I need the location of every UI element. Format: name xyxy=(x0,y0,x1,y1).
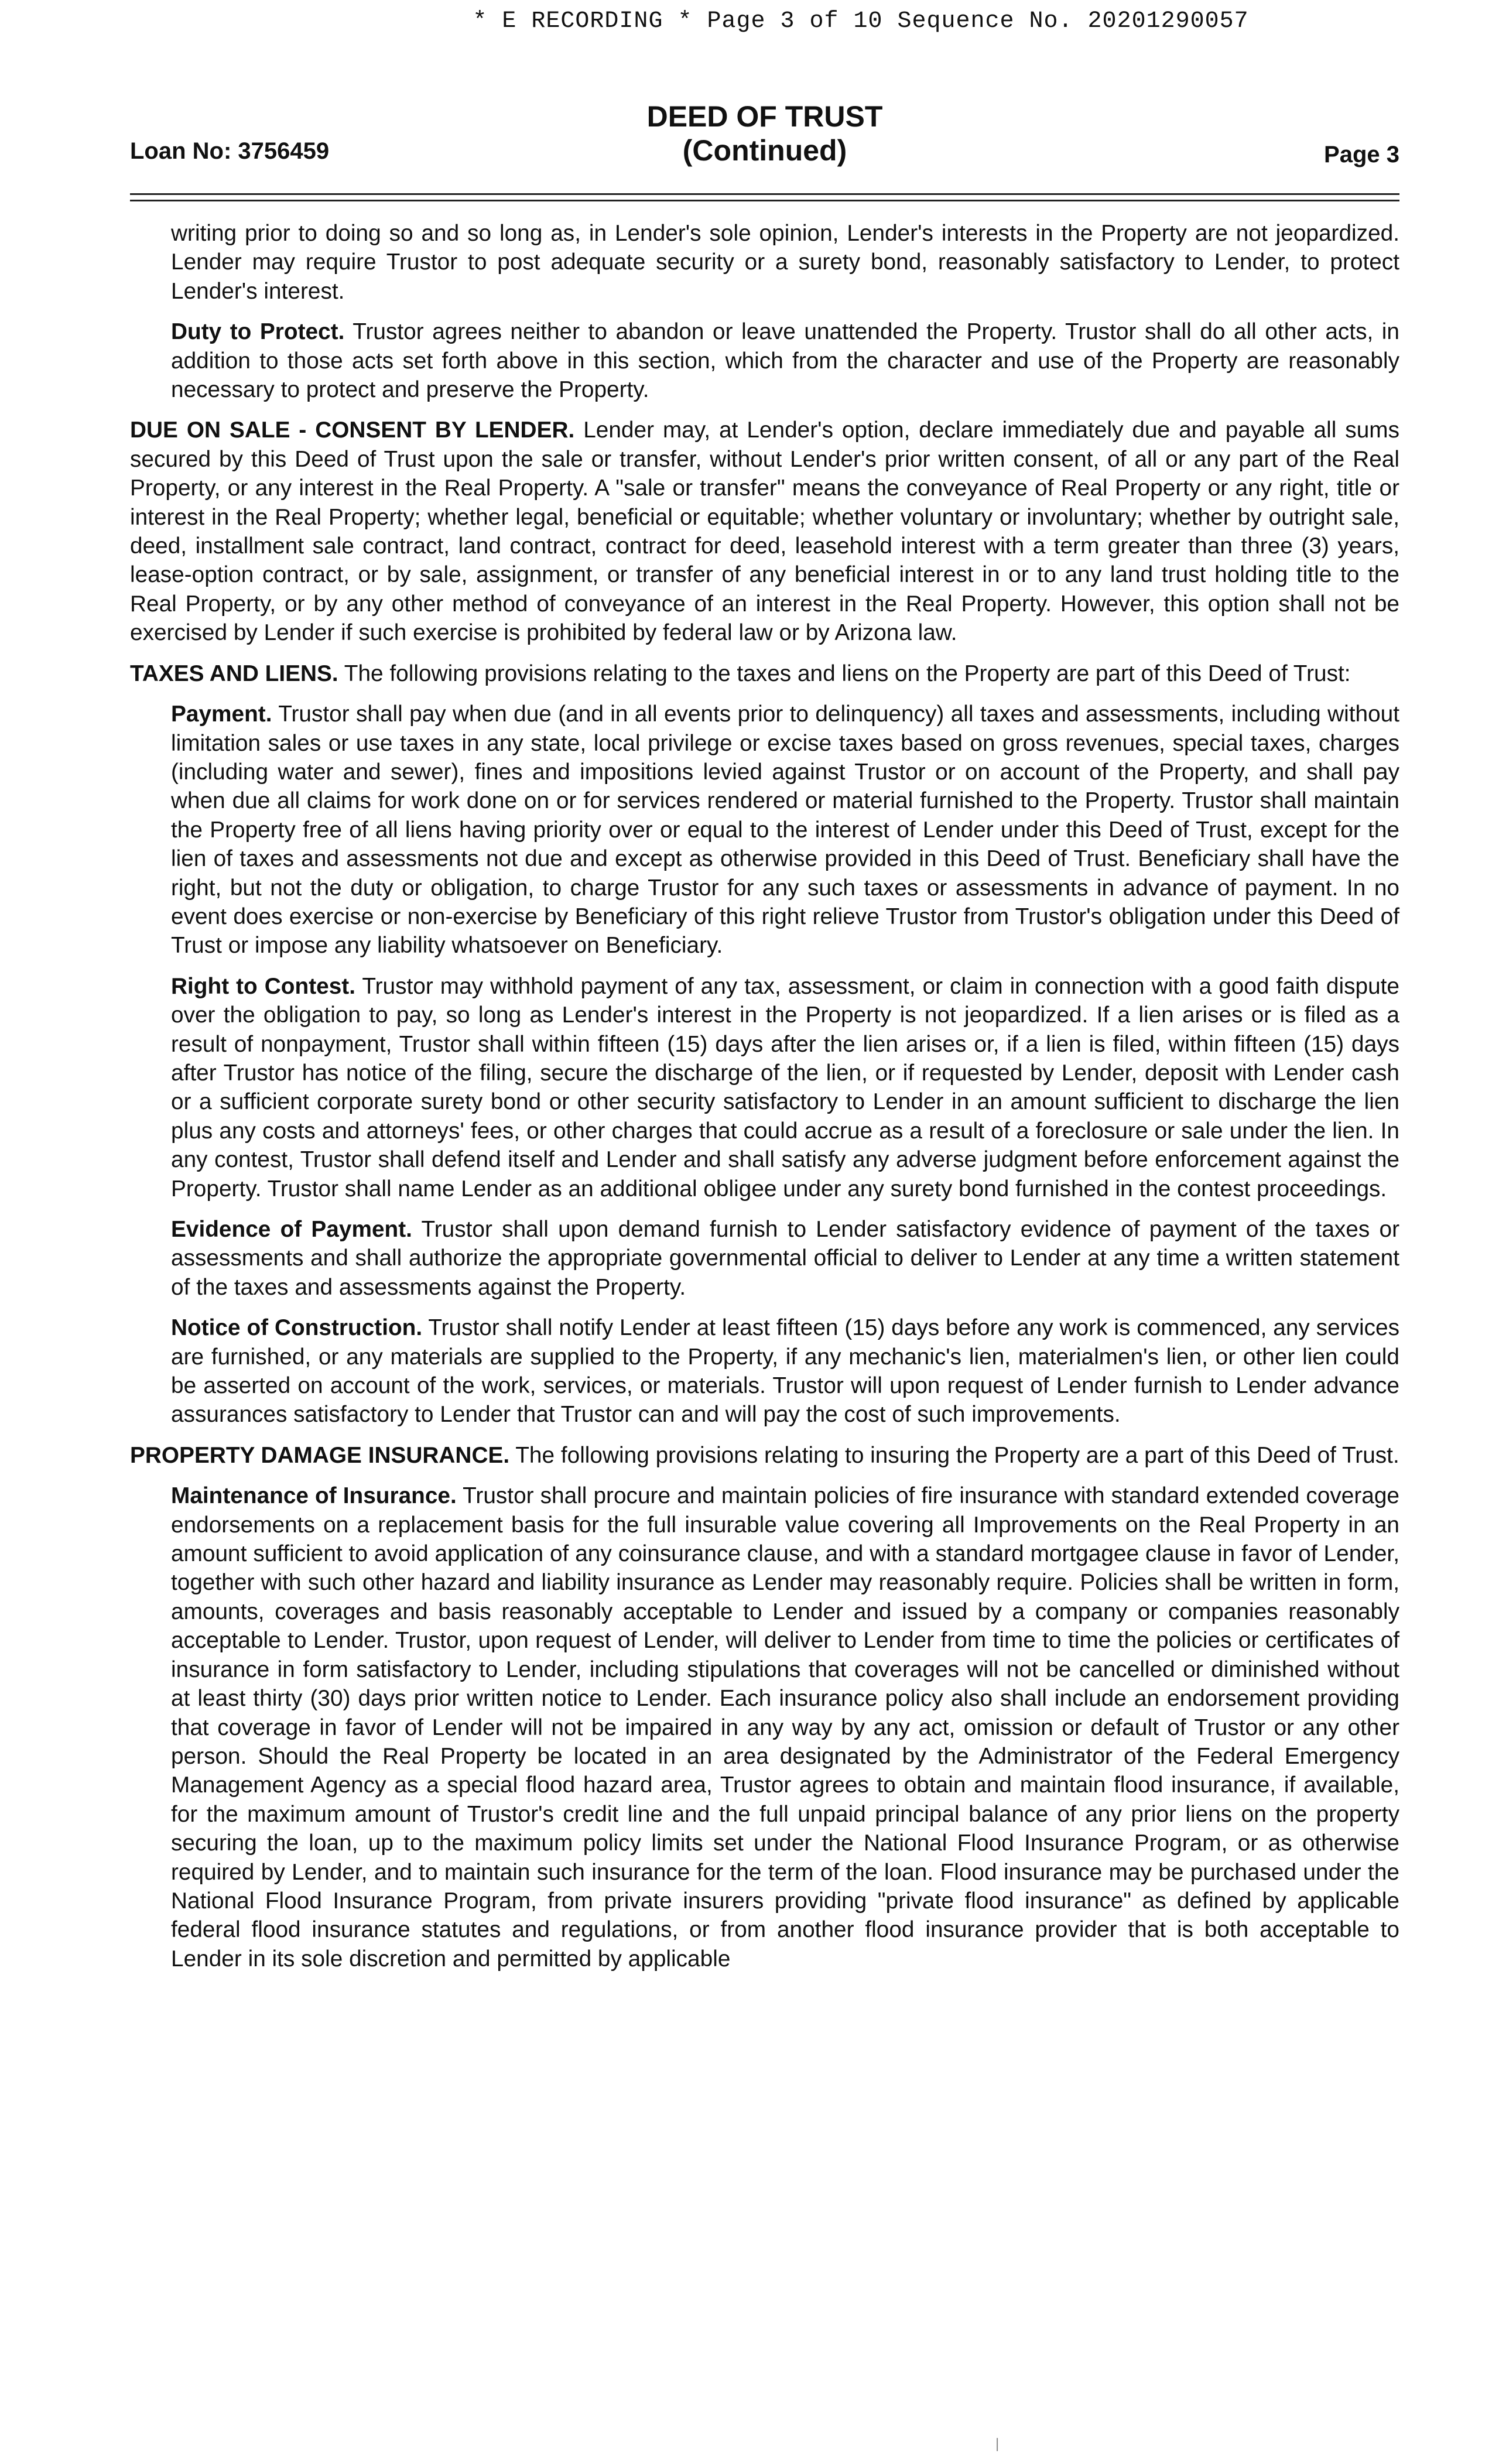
paragraph-text: Trustor shall procure and maintain policies of fire insurance with standard extended coverage endorsements on a replacement basis for the full insurable value covering all Improvements on the Real Property in an amount sufficient to avoid application of any coinsurance clause, and with a standard mortgagee clause in favor of Lender, together with such other hazard and liability insurance as Lender may reasonably require. Policies shall be written in form, amounts, coverages and basis reasonably acceptable to Lender and issued by a company or companies reasonably acceptable to Lender. Trustor, upon request of Lender, will deliver to Lender from time to time the policies or certificates of insurance in form satisfactory to Lender, including stipulations that coverages will not be cancelled or diminished without at least thirty (30) days prior written notice to Lender. Each insurance policy also shall include an endorsement providing that coverage in favor of Lender will not be impaired in any way by any act, omission or default of Trustor or any other person. Should the Real Property be located in an area designated by the Administrator of the Federal Emergency Management Agency as a special flood hazard area, Trustor agrees to obtain and maintain flood insurance, if available, for the maximum amount of Trustor's credit line and the full unpaid principal balance of any prior liens on the property securing the loan, up to the maximum policy limits set under the National Flood Insurance Program, or as otherwise required by Lender, and to maintain such insurance for the term of the loan. Flood insurance may be purchased under the National Flood Insurance Program, from private insurers providing "private flood insurance" as defined by applicable federal flood insurance statutes and regulations, or from another flood insurance provider that is both acceptable to Lender in its sole discretion and permitted by applicable xyxy=(171,1483,1400,1972)
paragraph-maintenance-of-insurance xyxy=(171,1481,1399,1973)
section-heading: TAXES AND LIENS. xyxy=(130,661,338,686)
section-text: Lender may, at Lender's option, declare immediately due and payable all sums secured by this Deed of Trust upon the sale or transfer, without Lender's prior written consent, of all or any part of the Real Property, or any interest in the Real Property. A "sale or transfer" means the conveyance of Real Property or any right, title or interest in the Real Property; whether legal, beneficial or equitable; whether voluntary or involuntary; whether by outright sale, deed, installment sale contract, land contract, contract for deed, leasehold interest with a term greater than three (3) years, lease-option contract, or by sale, assignment, or transfer of any beneficial interest in or to any land trust holding title to the Real Property, or by any other method of conveyance of an interest in the Real Property. However, this option shall not be exercised by Lender if such exercise is prohibited by federal law or by Arizona law. xyxy=(130,417,1399,646)
paragraph-text: writing prior to doing so and so long as, in Lender's sole opinion, Lender's interests in the Property are not jeopardized. Lender may require Trustor to post adequate security or a surety bond, reasonably satisfactory to Lender, to protect Lender's interest. xyxy=(171,221,1399,304)
header-rule-top xyxy=(130,193,1399,195)
paragraph-heading: Duty to Protect. xyxy=(171,319,345,345)
paragraph-heading: Maintenance of Insurance. xyxy=(171,1483,457,1509)
paragraph-text: Trustor shall pay when due (and in all events prior to delinquency) all taxes and assessments, including without limitation sales or use taxes in any state, local privilege or excise taxes based on gross revenues, special taxes, charges (including water and sewer), fines and impositions levied against Trustor or on account of the Property, and shall pay when due all claims for work done on or for services rendered or material furnished to the Property. Trustor shall maintain the Property free of all liens having priority over or equal to the interest of Lender under this Deed of Trust, except for the lien of taxes and assessments not due and except as otherwise provided in this Deed of Trust. Beneficiary shall have the right, but not the duty or obligation, to charge Trustor for any such taxes or assessments in advance of payment. In no event does exercise or non-exercise by Beneficiary of this right relieve Trustor from Trustor's obligation under this Deed of Trust or impose any liability whatsoever on Beneficiary. xyxy=(171,701,1400,959)
paragraph-evidence-of-payment xyxy=(171,1215,1399,1302)
section-heading: DUE ON SALE - CONSENT BY LENDER. xyxy=(130,417,575,443)
loan-number: Loan No: 3756459 xyxy=(130,138,330,164)
section-property-damage-insurance xyxy=(130,1441,1399,1470)
paragraph-continuation xyxy=(171,219,1399,306)
paragraph-payment xyxy=(171,700,1399,960)
paragraph-text: Trustor may withhold payment of any tax, assessment, or claim in connection with a good faith dispute over the obligation to pay, so long as Lender's interest in the Property is not jeopardized. If a lien arises or is filed as a result of nonpayment, Trustor shall within fifteen (15) days after the lien arises or, if a lien is filed, within fifteen (15) days after Trustor has notice of the filing, secure the discharge of the lien, or if requested by Lender, deposit with Lender cash or a sufficient corporate surety bond or other security satisfactory to Lender in an amount sufficient to discharge the lien plus any costs and attorneys' fees, or other charges that could accrue as a result of a foreclosure or sale under the lien. In any contest, Trustor shall defend itself and Lender and shall satisfy any adverse judgment before enforcement against the Property. Trustor shall name Lender as an additional obligee under any surety bond furnished in the contest proceedings. xyxy=(171,973,1399,1202)
paragraph-duty-to-protect xyxy=(171,317,1399,404)
paragraph-heading: Right to Contest. xyxy=(171,973,355,999)
recording-stamp: * E RECORDING * Page 3 of 10 Sequence No. 20201290057 xyxy=(473,8,1249,35)
document-title xyxy=(130,100,1399,167)
paragraph-heading: Notice of Construction. xyxy=(171,1315,423,1341)
paragraph-text: Trustor agrees neither to abandon or leave unattended the Property. Trustor shall do all other acts, in addition to those acts set forth above in this section, which from the character and use of the Property are reasonably necessary to protect and preserve the Property. xyxy=(171,319,1400,403)
paragraph-right-to-contest xyxy=(171,972,1399,1203)
paragraph-heading: Evidence of Payment. xyxy=(171,1217,412,1242)
paragraph-notice-of-construction xyxy=(171,1313,1399,1429)
header-rule-bottom xyxy=(130,200,1399,201)
paragraph-text: Trustor shall notify Lender at least fifteen (15) days before any work is commenced, any services are furnished, or any materials are supplied to the Property, if any mechanic's lien, materialmen's lien, or other lien could be asserted on account of the work, services, or materials. Trustor will upon request of Lender furnish to Lender advance assurances satisfactory to Lender that Trustor can and will pay the cost of such improvements. xyxy=(171,1315,1399,1428)
section-taxes-and-liens xyxy=(130,659,1399,688)
section-due-on-sale xyxy=(130,416,1399,647)
section-text: The following provisions relating to the taxes and liens on the Property are part of this Deed of Trust: xyxy=(344,661,1351,686)
section-text: The following provisions relating to insuring the Property are a part of this Deed of Trust. xyxy=(515,1442,1399,1468)
paragraph-text: Trustor shall upon demand furnish to Lender satisfactory evidence of payment of the taxes or assessments and shall authorize the appropriate governmental official to deliver to Lender at any time a written statement of the taxes and assessments against the Property. xyxy=(171,1217,1399,1300)
title-main: DEED OF TRUST xyxy=(646,100,883,133)
section-heading: PROPERTY DAMAGE INSURANCE. xyxy=(130,1442,510,1468)
title-continued: (Continued) xyxy=(682,134,847,167)
page-number: Page 3 xyxy=(1324,142,1399,167)
document-body xyxy=(130,219,1399,1985)
page-header xyxy=(130,100,1399,176)
paragraph-heading: Payment. xyxy=(171,701,272,727)
scan-mark: | xyxy=(995,2436,1000,2452)
